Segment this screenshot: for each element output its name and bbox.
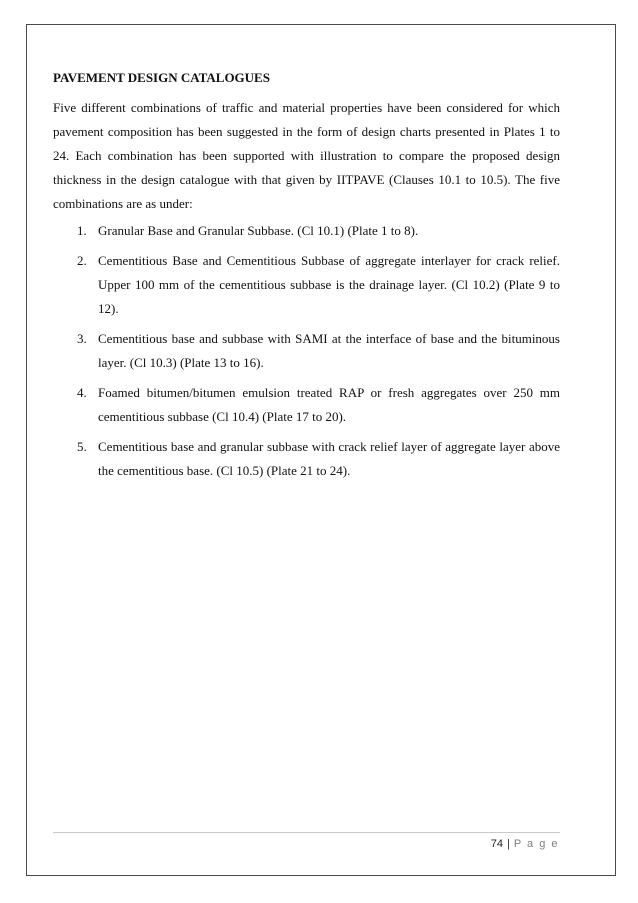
list-item-text: Granular Base and Granular Subbase. (Cl 10.1) (Plate 1 to 8).: [98, 223, 419, 238]
list-item-number: 3.: [77, 331, 87, 346]
list-item: [53, 381, 560, 429]
list-item-number: 4.: [77, 385, 87, 400]
list-item: [53, 219, 560, 243]
list-item: [53, 435, 560, 483]
page-label: P a g e: [513, 838, 559, 850]
list-item-number: 5.: [77, 439, 87, 454]
section-heading: PAVEMENT DESIGN CATALOGUES: [53, 70, 270, 85]
footer-divider: [53, 832, 560, 833]
list-item-text: Foamed bitumen/bitumen emulsion treated RAP or fresh aggregates over 250 mm cementitious subbase (Cl 10.4) (Plate 17 to 20).: [98, 385, 560, 424]
intro-paragraph: Five different combinations of traffic and material properties have been considered for which pavement composition has been suggested in the form of design charts presented in Plates 1 to 24. Each combination has been supported with illustration to compare the proposed design thickness in the design catalogue with that given by IITPAVE (Clauses 10.1 to 10.5). The five combinations are as under:: [53, 100, 560, 211]
list-item: [53, 249, 560, 321]
page-footer: [491, 838, 559, 850]
list-item: [53, 327, 560, 375]
list-item-number: 2.: [77, 253, 87, 268]
list-item-number: 1.: [77, 223, 87, 238]
page-number: 74: [490, 838, 503, 850]
combination-list: [53, 219, 560, 483]
footer-separator: |: [506, 838, 510, 850]
list-item-text: Cementitious base and subbase with SAMI at the interface of base and the bituminous layer. (Cl 10.3) (Plate 13 to 16).: [98, 331, 560, 370]
list-item-text: Cementitious base and granular subbase with crack relief layer of aggregate layer above the cementitious base. (Cl 10.5) (Plate 21 to 24).: [98, 439, 560, 478]
document-body: [53, 66, 560, 489]
list-item-text: Cementitious Base and Cementitious Subbase of aggregate interlayer for crack relief. Upper 100 mm of the cementitious subbase is the drainage layer. (Cl 10.2) (Plate 9 to 12).: [98, 253, 560, 316]
